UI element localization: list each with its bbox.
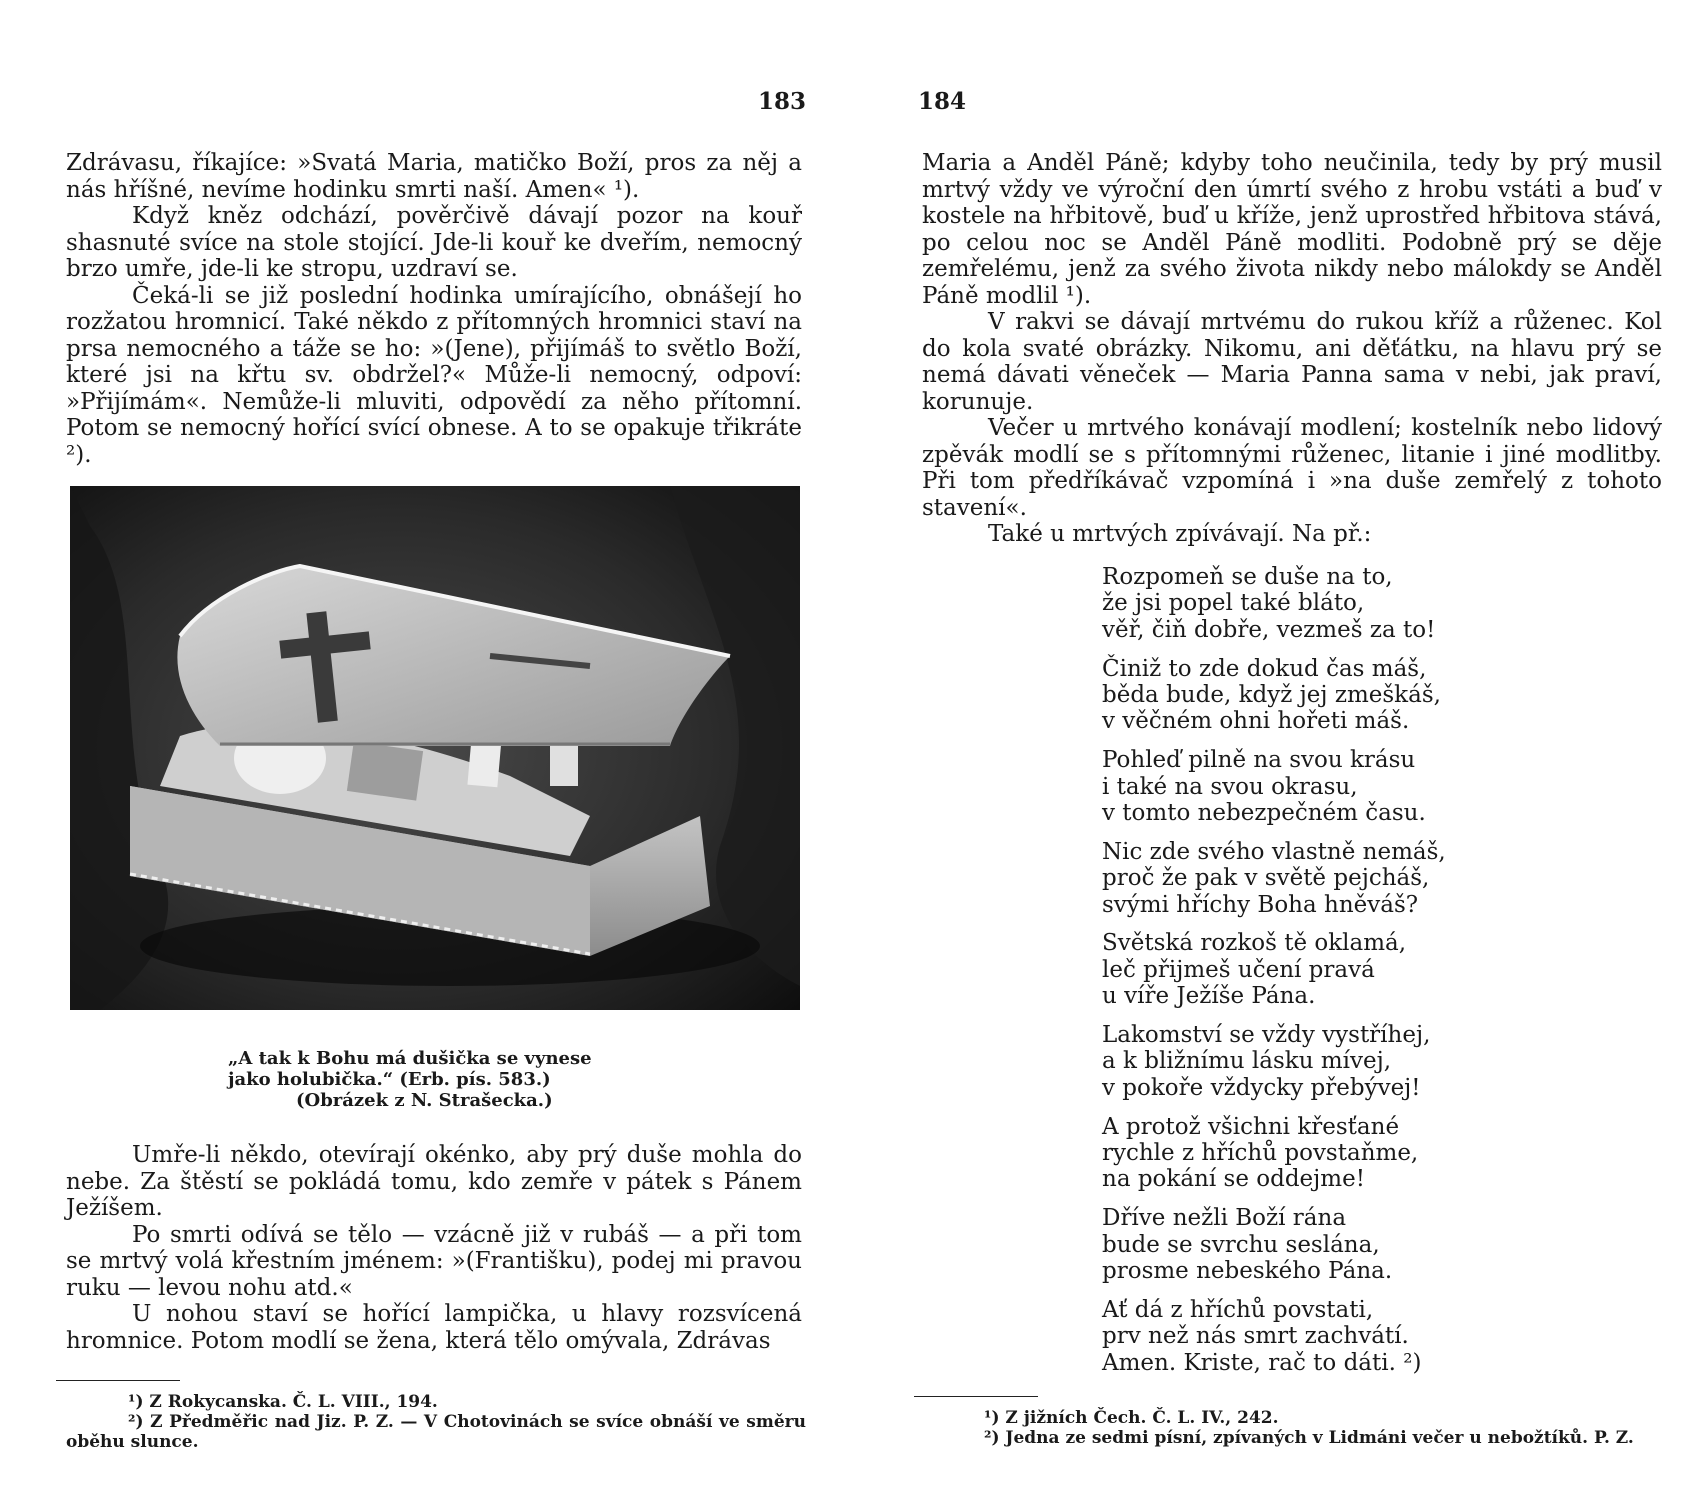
stanza <box>1102 656 1446 735</box>
page-number: 183 <box>758 88 807 115</box>
stanza <box>1102 747 1446 826</box>
stanza <box>1102 930 1446 1009</box>
page-number: 184 <box>918 88 967 115</box>
verse-line: i také na svou okrasu, <box>1102 773 1358 800</box>
verse-line: v tomto nebezpečném času. <box>1102 800 1426 827</box>
verse-line: A protož všichni křesťané <box>1102 1113 1400 1140</box>
verse-line: prv než nás smrt zachvátí. <box>1102 1323 1409 1350</box>
paragraph: Po smrti odívá se tělo — vzácně již v rubáš — a při tom se mrtvý volá křestním jménem: »(Františku), podej mi pravou ruku — levou nohu atd.« <box>66 1221 802 1301</box>
verse-line: Pohleď pilně na svou krásu <box>1102 747 1416 774</box>
stanza <box>1102 1205 1446 1284</box>
verse-line: bude se svrchu seslána, <box>1102 1231 1380 1258</box>
footnote: ¹) Z Rokycanska. Č. L. VIII., 194. <box>128 1392 438 1412</box>
caption-line: jako holubička.“ (Erb. pís. 583.) <box>228 1069 551 1090</box>
verse-line: Amen. Kriste, rač to dáti. ²) <box>1102 1349 1422 1376</box>
verse-line: prosme nebeského Pána. <box>1102 1258 1393 1285</box>
verse-line: že jsi popel také bláto, <box>1102 590 1365 617</box>
verse-line: svými hříchy Boha hněváš? <box>1102 891 1419 918</box>
paragraph: Také u mrtvých zpívávají. Na př.: <box>988 521 1372 547</box>
stanza <box>1102 564 1446 643</box>
paragraph: Večer u mrtvého konávají modlení; kostelník nebo lidový zpěvák modlí se s přítomnými růženec, litanie i jiné modlitby. Při tom předříkávač vzpomíná i »na duše zemřelý z tohoto stavení«. <box>922 415 1662 521</box>
coffin-photograph <box>70 486 800 1010</box>
verse-line: Rozpomeň se duše na to, <box>1102 564 1393 590</box>
footnotes <box>66 1392 806 1452</box>
stanza <box>1102 1022 1446 1101</box>
paragraph: Umře-li někdo, otevírají okénko, aby prý duše mohla do nebe. Za štěstí se pokládá tomu, kdo zemře v pátek s Pánem Ježíšem. <box>66 1142 802 1221</box>
left-bottom-text <box>66 1142 802 1354</box>
caption-source: (Obrázek z N. Strašecka.) <box>296 1090 553 1111</box>
footnote-rule <box>914 1396 1038 1397</box>
verse-line: a k bližnímu lásku mívej, <box>1102 1048 1392 1075</box>
paragraph: Čeká-li se již poslední hodinka umírajícího, obnášejí ho rozžatou hromnicí. Také někdo z přítomných hromnici staví na prsa nemocného a táže se ho: »(Jene), přijímáš to světlo Boží, které jsi na křtu sv. obdržel?« Může-li nemocný, odpoví: »Přijímám«. Nemůže-li mluviti, odpovědí za něho přítomní. Potom se nemocný hořící svící obnese. A to se opakuje třikráte ²). <box>66 282 802 468</box>
verse-line: věř, čiň dobře, vezmeš za to! <box>1102 616 1436 643</box>
paragraph: Maria a Anděl Páně; kdyby toho neučinila, tedy by prý musil mrtvý vždy ve výroční den úmrtí svého z hrobu vstáti a buď v kostele na hřbitově, buď u kříže, jenž uprostřed hřbitova stává, po celou noc se Anděl Páně modliti. Podobně prý se děje zemřelému, jenž za svého života nikdy nebo málokdy se Anděl Páně modlil ¹). <box>922 150 1662 309</box>
right-text <box>922 150 1662 548</box>
verse-line: Světská rozkoš tě oklamá, <box>1102 930 1407 957</box>
paragraph: Když kněz odchází, pověrčivě dávají pozor na kouř shasnuté svíce na stole stojící. Jde-li kouř ke dveřím, nemocný brzo umře, jde-li ke stropu, uzdraví se. <box>66 203 802 282</box>
verse-line: Nic zde svého vlastně nemáš, <box>1102 838 1446 865</box>
verse-line: Dříve nežli Boží rána <box>1102 1205 1347 1232</box>
left-top-text <box>66 150 802 468</box>
verse-line: běda bude, když jej zmeškáš, <box>1102 682 1441 709</box>
verse-line: Činiž to zde dokud čas máš, <box>1102 655 1427 682</box>
verse-line: v pokoře vždycky přebývej! <box>1102 1074 1421 1101</box>
stanza <box>1102 1114 1446 1193</box>
paragraph: V rakvi se dávají mrtvému do rukou kříž a růženec. Kol do kola svaté obrázky. Nikomu, ani děťátku, na hlavu prý se nemá dávati věneček — Maria Panna sama v nebi, jak praví, korunuje. <box>922 309 1662 415</box>
verse-line: v věčném ohni hořeti máš. <box>1102 708 1410 735</box>
song-lyrics <box>1102 564 1446 1388</box>
verse-line: Lakomství se vždy vystříhej, <box>1102 1022 1431 1049</box>
verse-line: u víře Ježíše Pána. <box>1102 983 1316 1010</box>
verse-line: proč že pak v světě pejcháš, <box>1102 865 1430 892</box>
footnote: ¹) Z jižních Čech. Č. L. IV., 242. <box>984 1408 1279 1428</box>
paragraph: U nohou staví se hořící lampička, u hlavy rozsvícená hromnice. Potom modlí se žena, která tělo omývala, Zdrávas <box>66 1301 802 1354</box>
stanza <box>1102 1297 1446 1376</box>
verse-line: rychle z hříchů povstaňme, <box>1102 1140 1419 1167</box>
verse-line: na pokání se oddejme! <box>1102 1166 1365 1193</box>
caption-line: „A tak k Bohu má dušička se vynese <box>228 1048 592 1069</box>
verse-line: leč přijmeš učení pravá <box>1102 956 1375 983</box>
stanza <box>1102 839 1446 918</box>
footnote: ²) Z Předměřic nad Jiz. P. Z. — V Chotovinách se svíce obnáší ve směru oběhu slunce. <box>66 1412 806 1452</box>
footnote: ²) Jedna ze sedmi písní, zpívaných v Lidmáni večer u nebožtíků. P. Z. <box>984 1428 1634 1448</box>
footnote-rule <box>56 1380 180 1381</box>
photo-caption <box>228 1048 648 1111</box>
verse-line: Ať dá z hříchů povstati, <box>1102 1296 1374 1323</box>
footnotes <box>922 1408 1662 1448</box>
right-page <box>852 0 1704 1500</box>
paragraph: Zdrávasu, říkajíce: »Svatá Maria, matičko Boží, pros za něj a nás hříšné, nevíme hodinku smrti naší. Amen« ¹). <box>66 150 802 203</box>
